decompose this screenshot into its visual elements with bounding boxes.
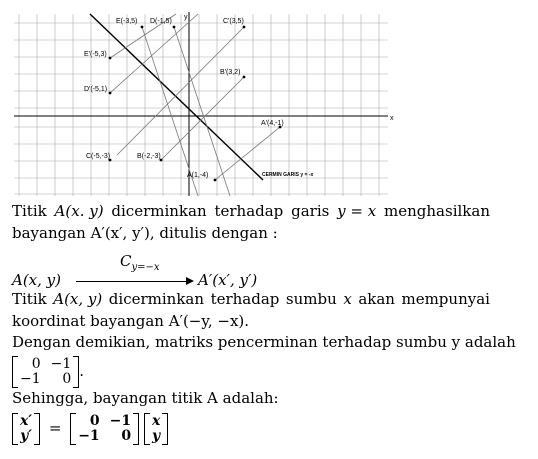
label-E-prime: E'(-5,3): [84, 51, 107, 58]
label-E: E(-3,5): [116, 18, 138, 25]
label-D-prime: D'(-5,1): [84, 86, 108, 93]
label-A-prime: A'(4,-1): [261, 120, 284, 127]
points: [109, 26, 282, 182]
paragraph-4: Sehingga, bayangan titik A adalah:: [12, 389, 279, 407]
paragraph-2-line-2: koordinat bayangan A′(−y, −x).: [12, 312, 250, 330]
point-C-prime: [243, 26, 246, 29]
label-D: D(-1,5): [150, 18, 172, 25]
point-D: [173, 26, 176, 29]
connector-lines: [110, 14, 280, 196]
x-axis-label: x: [390, 115, 394, 122]
reflection-graph: [0, 0, 538, 200]
image-equation: [12, 411, 168, 445]
paragraph-3-line-1: Dengan demikian, matriks pencerminan terhadap sumbu y adalah: [12, 333, 516, 351]
label-B: B(-2,-3): [137, 153, 161, 160]
grid: [14, 14, 388, 196]
paragraph-1-line-1: Titik A(x. y) dicerminkan terhadap garis y = x menghasilkan: [12, 202, 490, 220]
equals-sign: =: [48, 419, 62, 437]
label-C-prime: C'(3,5): [223, 18, 244, 25]
mapping-target: A′(x′, y′): [198, 271, 258, 289]
reflection-mapping: [12, 252, 312, 292]
point-D-prime: [109, 92, 112, 95]
point-A: [214, 179, 217, 182]
reflection-matrix: 0 −1 −1 0 .: [12, 356, 84, 388]
lhs-vector: x′ y′: [12, 413, 40, 445]
label-B-prime: B'(3,2): [220, 69, 241, 76]
point-E-prime: [109, 57, 112, 60]
label-C: C(-5,-3): [86, 153, 111, 160]
paragraph-1-line-2: bayangan A′(x′, y′), ditulis dengan :: [12, 224, 278, 242]
arrow-right-icon: [186, 277, 194, 285]
mirror-line-label: CERMIN GARIS y = -x: [262, 172, 314, 178]
y-axis-label: y: [184, 14, 188, 21]
mapping-operator: $C_{y=-x}$: [120, 252, 160, 273]
paragraph-2-line-1: Titik A(x, y) dicerminkan terhadap sumbu x akan mempunyai: [12, 290, 490, 308]
mapping-source: A(x, y): [12, 271, 62, 289]
matrix-1: 0 −1 −1 0: [12, 356, 79, 388]
point-B-prime: [243, 76, 246, 79]
rhs-vector: x y: [144, 413, 168, 445]
label-A: A(1,-4): [187, 172, 209, 179]
mirror-line: [90, 14, 263, 180]
matrix-2: 0 −1 −1 0: [70, 413, 139, 445]
mapping-arrow-line: [76, 281, 188, 282]
point-E: [141, 26, 144, 29]
